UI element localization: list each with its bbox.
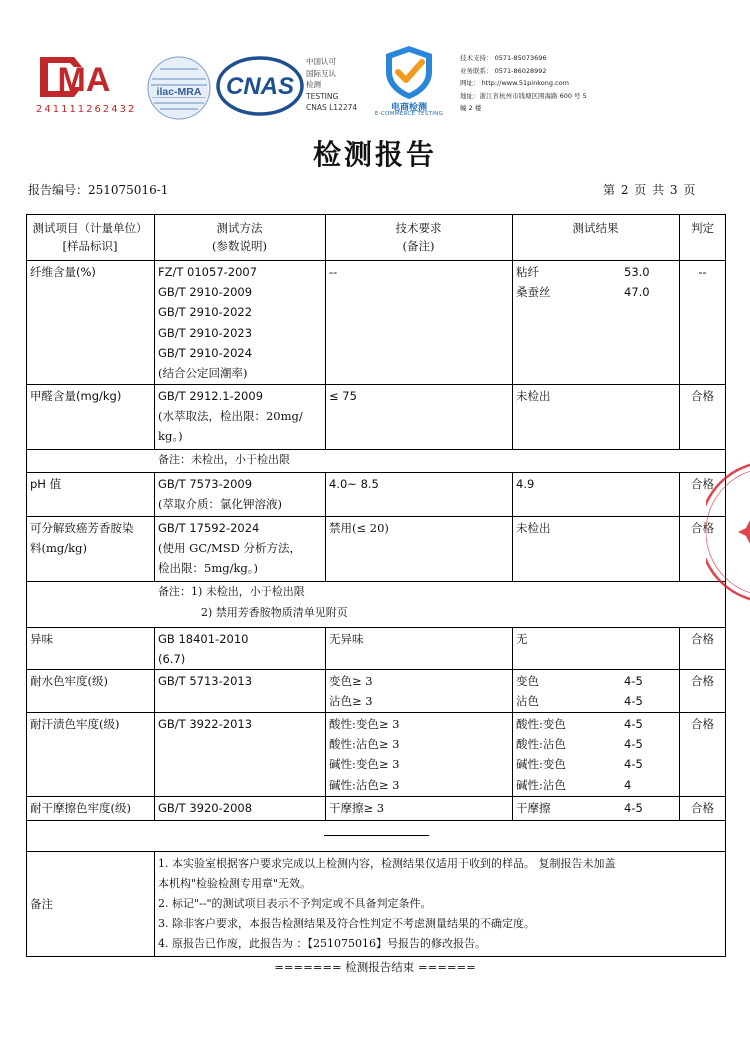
report-number: 报告编号：251075016-1: [28, 183, 169, 197]
table-row-item: 耐水色牢度(级): [30, 674, 108, 688]
contact-line: 幢 2 楼: [460, 104, 482, 113]
result-label: 无: [516, 632, 528, 646]
result-label: 4.9: [516, 477, 535, 491]
judgement: 合格: [691, 632, 714, 646]
table-row-method: GB/T 17592-2024 (使用 GC/MSD 分析方法， 检出限：5mg/kg。): [158, 521, 302, 576]
contact-line: 技术支持： 0571-85073696: [460, 54, 547, 62]
table-row-item: 异味: [30, 632, 53, 646]
ec-title: 电商检测: [390, 103, 427, 113]
table-row-requirement: 干摩擦≥ 3: [329, 801, 385, 815]
table-row-method: GB/T 7573-2009 (萃取介质：氯化钾溶液): [158, 477, 282, 512]
result-labels: 酸性:变色 酸性:沾色 碱性:变色 碱性:沾色: [516, 717, 566, 792]
page-title: 检测报告: [312, 138, 437, 171]
table-row-item: 甲醛含量(mg/kg): [30, 389, 122, 403]
ilac-text: ilac-MRA: [156, 86, 202, 98]
svg-text:MA: MA: [57, 61, 111, 99]
cnas-line: 检测: [306, 80, 321, 89]
table-row-requirement: 酸性:变色≥ 3 酸性:沾色≥ 3 碱性:变色≥ 3 碱性:沾色≥ 3: [329, 717, 400, 792]
cnas-line: 中国认可: [306, 57, 336, 66]
cma-logo: [34, 55, 134, 99]
table-row-requirement: 无异味: [329, 632, 364, 646]
cnas-text: CNAS: [225, 73, 295, 100]
contact-line: 地址：浙江省杭州市钱塘区围海路 600 号 5: [460, 91, 587, 100]
table-row-method: GB/T 2912.1-2009 (水萃取法，检出限：20mg/ kg。): [158, 389, 303, 444]
remark-line: 本机构"检验检测专用章"无效。: [158, 877, 312, 890]
contact-line: 网址： http://www.51pinkong.com: [460, 79, 569, 88]
result-label: 未检出: [516, 389, 551, 403]
result-value: 4-5: [624, 694, 643, 708]
cnas-line: CNAS L12274: [306, 103, 358, 112]
note-amine: 备注：1) 未检出，小于检出限: [158, 585, 305, 598]
header-judgement: 判定: [691, 221, 714, 235]
result-value: 4-5: [624, 801, 643, 815]
result-label: 粘纤: [516, 265, 539, 279]
remark-line: 3. 除非客户要求，本报告检测结果及符合性判定不考虑测量结果的不确定度。: [158, 917, 535, 930]
table-row-requirement: 禁用(≤ 20): [329, 521, 389, 535]
note-formaldehyde: 备注：未检出，小于检出限: [158, 453, 290, 466]
table-row-requirement: --: [329, 265, 338, 279]
contact-line: 业务联系： 0571-86028992: [460, 66, 547, 75]
remark-line: 1. 本实验室根据客户要求完成以上检测内容，检测结果仅适用于收到的样品。 复制报告未加盖: [158, 857, 616, 870]
table-row-method: GB/T 3922-2013: [158, 717, 253, 731]
remark-line: 4. 原报告已作废，此报告为 ：【251075016】号报告的修改报告。: [158, 937, 486, 950]
results-table: [26, 214, 726, 957]
cnas-line: TESTING: [306, 91, 339, 101]
result-label: 未检出: [516, 521, 551, 535]
header-requirement: 技术要求 (备注): [395, 221, 442, 253]
result-value: 4-5: [624, 674, 643, 688]
cnas-logo: [216, 56, 304, 116]
judgement: 合格: [691, 717, 714, 731]
header-item: 测试项目（计量单位） [样品标识]: [32, 221, 148, 253]
ec-subtitle: E-COMMERCE TESTING: [374, 111, 444, 117]
header-result: 测试结果: [572, 221, 619, 235]
remarks-label: 备注: [30, 897, 53, 911]
judgement: 合格: [691, 477, 714, 491]
blank-row-divider: [324, 835, 429, 836]
cma-number: 241111262432: [36, 104, 137, 115]
cnas-line: 国际互认: [306, 68, 336, 78]
judgement: 合格: [691, 674, 714, 688]
result-label: 变色: [516, 674, 539, 688]
judgement: 合格: [691, 521, 714, 535]
remark-line: 2. 标记"--"的测试项目表示不予判定或不具备判定条件。: [158, 897, 432, 910]
table-row-item: pH 值: [30, 477, 62, 491]
result-label: 干摩擦: [516, 801, 551, 815]
result-label: 桑蚕丝: [516, 285, 551, 299]
table-row-requirement: 4.0~ 8.5: [329, 477, 379, 491]
table-row-method: GB/T 5713-2013: [158, 674, 253, 688]
table-row-method: GB 18401-2010 (6.7): [158, 632, 249, 667]
note-amine: 2) 禁用芳香胺物质清单见附页: [201, 606, 348, 619]
table-row-item: 可分解致癌芳香胺染 料(mg/kg): [30, 521, 134, 556]
page-indicator: 第 2 页 共 3 页: [603, 183, 697, 197]
table-row-method: GB/T 3920-2008: [158, 801, 253, 815]
judgement: 合格: [691, 389, 714, 403]
result-value: 53.0: [624, 265, 650, 279]
contact-info: [460, 52, 630, 115]
ecommerce-testing-logo: [372, 42, 446, 102]
judgement: --: [698, 265, 707, 279]
cnas-accreditation-text: [306, 56, 366, 114]
result-values: 4-5 4-5 4-5 4: [624, 717, 643, 792]
report-end-marker: ======= 检测报告结束 ======: [274, 960, 476, 974]
ilac-mra-logo: [146, 55, 212, 121]
table-row-item: 耐干摩擦色牢度(级): [30, 801, 131, 815]
header-method: 测试方法 (参数说明): [212, 221, 267, 253]
judgement: 合格: [691, 801, 714, 815]
table-row-item: 耐汗渍色牢度(级): [30, 717, 120, 731]
inspection-seal-stamp: [706, 452, 750, 612]
result-value: 47.0: [624, 285, 650, 299]
table-row-method: FZ/T 01057-2007 GB/T 2910-2009 GB/T 2910-2022 GB/T 2910-2023 GB/T 2910-2024 (结合公定回潮率): [158, 265, 258, 381]
table-row-requirement: ≤ 75: [329, 389, 357, 403]
table-row-requirement: 变色≥ 3 沾色≥ 3: [329, 674, 373, 709]
table-row-item: 纤维含量(%): [30, 265, 96, 279]
result-label: 沾色: [516, 694, 539, 708]
